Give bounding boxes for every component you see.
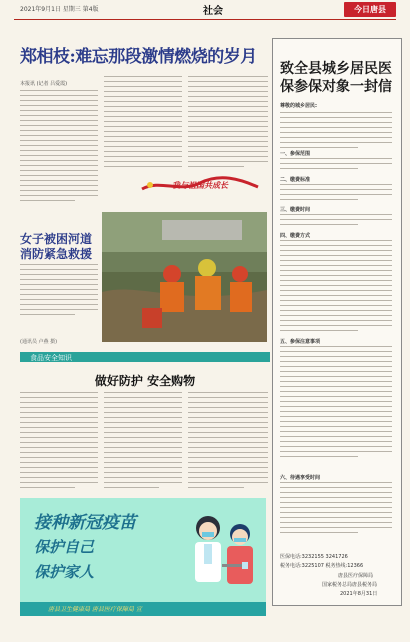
letter-section-text	[280, 482, 392, 537]
letter-date: 2021年8月31日	[340, 591, 378, 597]
article-body-column-3	[188, 76, 268, 171]
banner-line-2: 保护自己	[34, 538, 95, 556]
letter-intro-text	[280, 112, 392, 152]
letter-section-heading: 六、待遇享受时间	[280, 475, 321, 481]
main-headline: 郑相枝:难忘那段激情燃烧的岁月	[20, 47, 257, 67]
rescue-photo	[102, 212, 267, 342]
figure-caption: 我与祖国共成长	[172, 181, 228, 190]
article-reporter: 本报讯 (记者 吕爱霞)	[20, 81, 68, 87]
column-body-2	[104, 392, 182, 492]
photo-caption: (通讯员 卢燕 摄)	[20, 339, 58, 345]
column-body-3	[188, 392, 268, 492]
issue-date-line: 2021年9月1日 星期三 第4版	[20, 6, 99, 13]
letter-section-text	[280, 346, 392, 461]
letter-section-heading: 三、缴费时间	[280, 207, 311, 213]
article-body-column-1	[20, 90, 98, 205]
signer: 唐县医疗保障局	[338, 573, 374, 579]
letter-section-text	[280, 214, 392, 229]
banner-line-1: 接种新冠疫苗	[34, 513, 136, 533]
section-title: 社会	[203, 6, 223, 17]
vaccine-banner	[20, 498, 266, 616]
letter-title: 致全县城乡居民医保参保对象一封信	[280, 61, 392, 95]
letter-section-text	[280, 240, 392, 335]
paper-logo: 今日唐县	[344, 2, 396, 17]
letter-section-heading: 一、参保范围	[280, 151, 311, 157]
letter-section-text	[280, 158, 392, 173]
article-body-column-2	[104, 76, 182, 171]
photo-story-title: 女子被困河道 消防紧急救援	[20, 232, 93, 261]
letter-section-text	[280, 184, 392, 204]
letter-section-heading: 五、参保注意事项	[280, 339, 321, 345]
banner-line-3: 保护家人	[34, 563, 95, 581]
photo-story-body	[20, 264, 98, 319]
column-title: 做好防护 安全购物	[94, 374, 196, 388]
letter-section-heading: 二、缴费标准	[280, 177, 311, 183]
column-band-label: 食品安全知识	[30, 354, 72, 362]
medical-staff-illustration	[180, 504, 264, 600]
phone-line: 医保电话:3232155 3241726	[280, 554, 348, 560]
banner-footer-text: 唐县卫生健康局 唐县医疗保障局 宣	[48, 606, 142, 613]
letter-section-heading: 四、缴费方式	[280, 233, 311, 239]
signer: 国家税务总局唐县税务局	[322, 582, 378, 588]
header-rule	[14, 19, 396, 20]
letter-greeting: 尊敬的城乡居民:	[280, 103, 318, 109]
column-body-1	[20, 392, 98, 492]
phone-line: 税务电话:3225107 税务热线:12366	[280, 563, 364, 569]
